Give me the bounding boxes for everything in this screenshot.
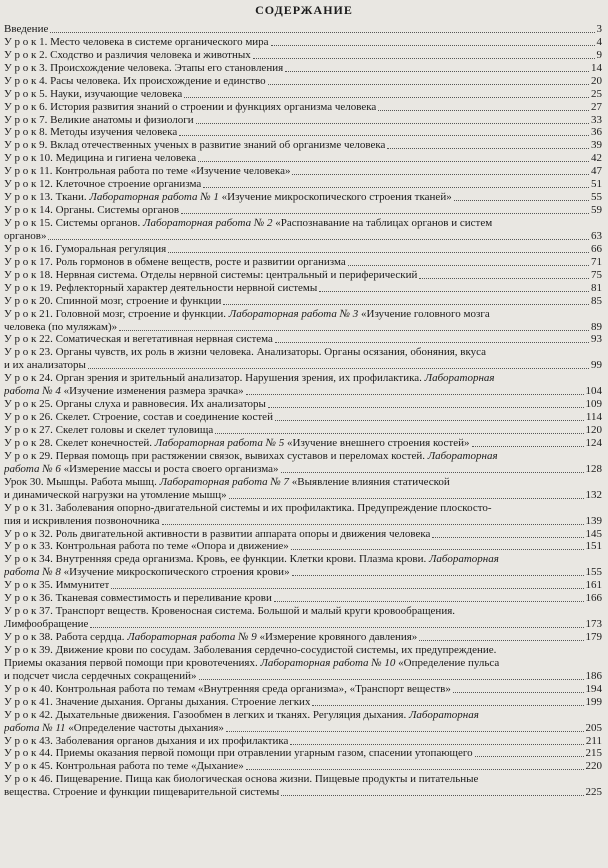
toc-entry-text — [4, 101, 376, 114]
page-number: 194 — [585, 682, 602, 695]
page-number: 66 — [591, 242, 602, 255]
toc-entry-text — [4, 644, 496, 657]
leader-dots — [88, 368, 589, 369]
toc-entry-lab-title: Лабораторная работа № 5 — [154, 436, 285, 449]
page-number: 42 — [591, 152, 602, 165]
leader-dots — [378, 110, 589, 111]
leader-dots — [453, 692, 584, 693]
toc-entry-title: Введение — [4, 22, 49, 35]
toc-entry — [4, 760, 602, 773]
toc-entry-title: У р о к 15. Системы органов. — [4, 217, 144, 230]
toc-entry-lab-title: Лабораторная — [408, 708, 479, 721]
toc-entry-text — [4, 191, 452, 204]
toc-entry-text — [4, 424, 213, 437]
page-number: 9 — [596, 48, 602, 61]
toc-entry-text — [4, 463, 279, 476]
page-number: 63 — [591, 229, 602, 242]
toc-entry-title: У р о к 39. Движение крови по сосудам. Заболевания сердечно-сосудистой системы, их предупреждение. — [4, 643, 497, 656]
toc-entry-text — [4, 709, 479, 722]
toc-entry — [4, 49, 602, 62]
page-number: 139 — [585, 514, 602, 527]
toc-entry-text — [4, 437, 470, 450]
leader-dots — [387, 148, 589, 149]
toc-entry-title: У р о к 9. Вклад отечественных ученых в развитие знаний об организме человека — [4, 139, 386, 152]
leader-dots — [119, 330, 589, 331]
toc-entry — [4, 282, 602, 295]
leader-dots — [184, 97, 589, 98]
toc-entry — [4, 722, 602, 735]
toc-entry-title: У р о к 42. Дыхательные движения. Газообмен в легких и тканях. Регуляция дыхания. — [4, 708, 409, 721]
toc-entry-title: У р о к 27. Скелет головы и скелет туловища — [4, 424, 214, 437]
leader-dots — [168, 252, 589, 253]
toc-entry — [4, 450, 602, 463]
toc-entry-title-rest: «Изучение изменения размера зрачка» — [60, 385, 244, 398]
toc-entry-title: У р о к 23. Органы чувств, их роль в жизни человека. Анализаторы. Органы осязания, обоняния, вкуса — [4, 346, 487, 359]
toc-entry-title: и их анализаторы — [4, 359, 86, 372]
toc-entry-title: У р о к 16. Гуморальная регуляция — [4, 242, 167, 255]
toc-entry — [4, 152, 602, 165]
toc-entry-title: У р о к 20. Спинной мозг, строение и функции — [4, 294, 222, 307]
toc-entry-lab-title: работа № 4 — [4, 385, 61, 398]
toc-entry — [4, 243, 602, 256]
toc-entry-text — [4, 114, 194, 127]
toc-entry-title-rest: «Определение частоты дыхания» — [65, 721, 224, 734]
toc-entry-text — [4, 333, 273, 346]
leader-dots — [246, 394, 584, 395]
toc-entry — [4, 670, 602, 683]
toc-entry — [4, 709, 602, 722]
toc-entry-text — [4, 75, 266, 88]
toc-entry — [4, 579, 602, 592]
toc-entry-text — [4, 36, 269, 49]
toc-entry-title: У р о к 37. Транспорт веществ. Кровеносная система. Большой и малый круги кровообращения. — [4, 605, 456, 618]
toc-entry-title: органов» — [4, 229, 47, 242]
leader-dots — [229, 498, 584, 499]
leader-dots — [319, 291, 589, 292]
toc-entry-title: У р о к 14. Органы. Системы органов — [4, 204, 180, 217]
toc-entry-title: У р о к 38. Работа сердца. — [4, 631, 128, 644]
page-number: 75 — [591, 268, 602, 281]
toc-entry-lab-title: Лабораторная — [424, 372, 495, 385]
toc-entry-title: вещества. Строение и функции пищеварительной системы — [4, 786, 280, 799]
page-number: 59 — [591, 204, 602, 217]
leader-dots — [274, 601, 584, 602]
toc-entry — [4, 786, 602, 799]
leader-dots — [50, 32, 594, 33]
toc-entry-title: У р о к 26. Скелет. Строение, состав и соединение костей — [4, 411, 273, 424]
toc-entry-text — [4, 489, 227, 502]
toc-entry-title: У р о к 13. Ткани. — [4, 191, 90, 204]
toc-entry-title: У р о к 35. Иммунитет — [4, 579, 110, 592]
toc-entry-text — [4, 62, 283, 75]
toc-entry-text — [4, 23, 48, 36]
leader-dots — [281, 472, 584, 473]
page-number: 71 — [591, 255, 602, 268]
toc-entry — [4, 114, 602, 127]
toc-entry — [4, 75, 602, 88]
toc-entry-text — [4, 230, 46, 243]
toc-entry — [4, 773, 602, 786]
page-number: 128 — [585, 462, 602, 475]
toc-entry — [4, 735, 602, 748]
toc-entry-text — [4, 592, 272, 605]
toc-entry-lab-title: работа № 11 — [4, 721, 66, 734]
leader-dots — [246, 769, 584, 770]
toc-entry — [4, 592, 602, 605]
toc-entry — [4, 230, 602, 243]
toc-entry-lab-title: Лабораторная работа № 9 — [127, 631, 257, 644]
toc-entry-text — [4, 722, 224, 735]
toc-entry-title: У р о к 11. Контрольная работа по теме «Изучение человека» — [4, 165, 291, 178]
page-number: 27 — [591, 100, 602, 113]
page-number: 145 — [585, 527, 602, 540]
toc-entry — [4, 657, 602, 670]
toc-entry — [4, 191, 602, 204]
toc-entry — [4, 178, 602, 191]
toc-entry-title: У р о к 2. Сходство и различия человека и животных — [4, 48, 251, 61]
toc-entry-text — [4, 605, 455, 618]
toc-entry-title: У р о к 5. Науки, изучающие человека — [4, 87, 183, 100]
page-number: 20 — [591, 74, 602, 87]
toc-entry-text — [4, 359, 86, 372]
page-number: 89 — [591, 320, 602, 333]
toc-entry-lab-title: Лабораторная работа № 2 — [143, 217, 273, 230]
toc-entry-text — [4, 579, 109, 592]
page-number: 225 — [585, 786, 602, 799]
toc-entry — [4, 553, 602, 566]
leader-dots — [419, 278, 589, 279]
toc-entry — [4, 88, 602, 101]
leader-dots — [292, 575, 584, 576]
toc-entry-title: У р о к 12. Клеточное строение организма — [4, 178, 202, 191]
page-number: 114 — [585, 411, 602, 424]
toc-entry-text — [4, 735, 288, 748]
toc-entry — [4, 346, 602, 359]
toc-entry-text — [4, 631, 417, 644]
leader-dots — [312, 705, 583, 706]
table-of-contents — [4, 23, 602, 799]
page-number: 215 — [585, 747, 602, 760]
toc-entry-text — [4, 566, 290, 579]
toc-entry-text — [4, 178, 201, 191]
toc-entry-title: У р о к 17. Роль гормонов в обмене веществ, росте и развитии организма — [4, 255, 346, 268]
leader-dots — [285, 71, 589, 72]
leader-dots — [291, 549, 584, 550]
toc-entry-text — [4, 747, 473, 760]
toc-entry — [4, 334, 602, 347]
toc-entry-title: пия и искривления позвоночника — [4, 514, 160, 527]
leader-dots — [196, 123, 589, 124]
page-number: 124 — [585, 436, 602, 449]
leader-dots — [215, 433, 583, 434]
page-number: 109 — [585, 398, 602, 411]
toc-entry-text — [4, 126, 177, 139]
toc-entry-text — [4, 528, 430, 541]
toc-entry — [4, 23, 602, 36]
toc-entry-lab-title: Лабораторная работа № 10 — [260, 656, 396, 669]
page-number: 104 — [585, 385, 602, 398]
leader-dots — [268, 84, 589, 85]
leader-dots — [48, 239, 589, 240]
toc-entry — [4, 424, 602, 437]
page-number: 47 — [591, 165, 602, 178]
toc-entry-text — [4, 385, 244, 398]
toc-entry-title: человека (по муляжам)» — [4, 320, 118, 333]
toc-entry-title: У р о к 6. История развития знаний о строении и функциях организма человека — [4, 100, 377, 113]
toc-entry — [4, 139, 602, 152]
toc-entry-lab-title: Лабораторная работа № 7 — [159, 475, 290, 488]
toc-entry — [4, 489, 602, 502]
toc-entry-lab-title: Лабораторная работа № 1 — [89, 191, 219, 204]
page-number: 93 — [591, 333, 602, 346]
toc-entry-text — [4, 450, 498, 463]
toc-entry-lab-title: работа № 6 — [4, 462, 61, 475]
toc-entry-title: У р о к 19. Рефлекторный характер деятельности нервной системы — [4, 281, 318, 294]
page-number: 132 — [585, 488, 602, 501]
toc-entry-title: У р о к 22. Соматическая и вегетативная нервная система — [4, 333, 273, 346]
toc-entry-title: У р о к 41. Значение дыхания. Органы дыхания. Строение легких — [4, 695, 311, 708]
toc-entry — [4, 437, 602, 450]
toc-entry-text — [4, 515, 160, 528]
toc-entry-title: У р о к 40. Контрольная работа по темам «Внутренняя среда организма», «Транспорт веществ» — [4, 682, 451, 695]
toc-entry — [4, 385, 602, 398]
leader-dots — [111, 588, 583, 589]
toc-entry-text — [4, 165, 290, 178]
toc-entry-text — [4, 618, 88, 631]
toc-entry-text — [4, 657, 499, 670]
leader-dots — [179, 135, 589, 136]
toc-entry — [4, 683, 602, 696]
toc-entry — [4, 308, 602, 321]
leader-dots — [199, 679, 584, 680]
toc-entry-title-rest: «Выявление влияния статической — [289, 475, 450, 488]
toc-entry-lab-title: работа № 8 — [4, 566, 61, 579]
toc-entry-text — [4, 346, 486, 359]
leader-dots — [198, 161, 589, 162]
leader-dots — [181, 213, 589, 214]
toc-entry-title: У р о к 36. Тканевая совместимость и переливание крови — [4, 592, 272, 605]
page-number: 39 — [591, 139, 602, 152]
toc-entry-title-rest: «Изучение внешнего строения костей» — [284, 436, 470, 449]
toc-entry-title-rest: «Определение пульса — [395, 656, 500, 669]
toc-entry-title: и подсчет числа сердечных сокращений» — [4, 669, 197, 682]
toc-entry-title-rest: «Распознавание на таблицах органов и систем — [272, 217, 493, 230]
leader-dots — [472, 446, 584, 447]
toc-entry-text — [4, 295, 221, 308]
toc-entry-title: Урок 30. Мышцы. Работа мышц. — [4, 475, 160, 488]
toc-entry-title: У р о к 7. Великие анатомы и физиологи — [4, 113, 194, 126]
page-number: 205 — [585, 721, 602, 734]
toc-entry-text — [4, 540, 289, 553]
toc-entry-title: У р о к 21. Головной мозг, строение и функции. — [4, 307, 229, 320]
leader-dots — [162, 524, 584, 525]
toc-entry-text — [4, 398, 266, 411]
toc-entry — [4, 463, 602, 476]
toc-entry-title: У р о к 34. Внутренняя среда организма. Кровь, ее функции. Клетки крови. Плазма крови. — [4, 553, 429, 566]
toc-entry-title: и динамической нагрузки на утомление мышц» — [4, 488, 227, 501]
toc-entry-title: У р о к 8. Методы изучения человека — [4, 126, 178, 139]
toc-entry-text — [4, 553, 499, 566]
page-number: 199 — [585, 695, 602, 708]
toc-entry — [4, 127, 602, 140]
toc-entry-title-rest: «Измерение кровяного давления» — [256, 631, 418, 644]
leader-dots — [253, 58, 595, 59]
leader-dots — [292, 174, 589, 175]
leader-dots — [281, 795, 583, 796]
page-title: СОДЕРЖАНИЕ — [255, 3, 353, 17]
toc-entry-title-rest: «Изучение микроскопического строения тканей» — [218, 191, 452, 204]
leader-dots — [475, 756, 584, 757]
leader-dots — [90, 627, 583, 628]
page-number: 81 — [591, 281, 602, 294]
toc-entry-text — [4, 243, 166, 256]
toc-entry-text — [4, 476, 450, 489]
leader-dots — [268, 407, 584, 408]
toc-entry — [4, 62, 602, 75]
toc-entry-text — [4, 139, 385, 152]
toc-entry — [4, 515, 602, 528]
page-number: 55 — [591, 191, 602, 204]
page-number: 14 — [591, 61, 602, 74]
toc-entry-title: У р о к 46. Пищеварение. Пища как биологическая основа жизни. Пищевые продукты и питательные — [4, 773, 479, 786]
toc-entry-title: У р о к 44. Приемы оказания первой помощи при отравлении угарным газом, спасении утопающего — [4, 747, 473, 760]
toc-entry-text — [4, 269, 417, 282]
toc-entry — [4, 566, 602, 579]
toc-entry-text — [4, 411, 273, 424]
toc-entry — [4, 644, 602, 657]
leader-dots — [275, 420, 584, 421]
toc-entry-text — [4, 786, 279, 799]
leader-dots — [223, 304, 589, 305]
toc-entry — [4, 165, 602, 178]
toc-entry — [4, 411, 602, 424]
toc-entry-lab-title: Лабораторная — [427, 449, 498, 462]
toc-entry-title: У р о к 25. Органы слуха и равновесия. Их анализаторы — [4, 398, 266, 411]
toc-entry-text — [4, 256, 346, 269]
page-number: 3 — [596, 22, 602, 35]
toc-entry-title: У р о к 32. Роль двигательной активности в развитии аппарата опоры и движения человека — [4, 527, 431, 540]
toc-entry — [4, 618, 602, 631]
toc-entry — [4, 528, 602, 541]
toc-entry-title: У р о к 43. Заболевания органов дыхания и их профилактика — [4, 734, 289, 747]
toc-entry-text — [4, 217, 492, 230]
toc-entry-text — [4, 773, 478, 786]
page-number: 151 — [585, 540, 602, 553]
toc-entry-title: У р о к 18. Нервная система. Отделы нервной системы: центральный и периферический — [4, 268, 418, 281]
page-number: 99 — [591, 359, 602, 372]
toc-entry-text — [4, 282, 317, 295]
toc-entry — [4, 36, 602, 49]
toc-entry-lab-title: Лабораторная — [428, 553, 499, 566]
leader-dots — [432, 537, 583, 538]
toc-entry-text — [4, 88, 182, 101]
toc-entry — [4, 101, 602, 114]
toc-entry-title: Лимфообращение — [4, 618, 89, 631]
toc-entry-text — [4, 696, 310, 709]
page-number: 211 — [585, 734, 602, 747]
toc-entry — [4, 476, 602, 489]
page-number: 51 — [591, 178, 602, 191]
toc-entry-text — [4, 321, 117, 334]
leader-dots — [290, 744, 584, 745]
toc-entry-text — [4, 49, 251, 62]
toc-entry-text — [4, 670, 197, 683]
page-number: 36 — [591, 126, 602, 139]
toc-entry — [4, 748, 602, 761]
page-number: 179 — [585, 631, 602, 644]
toc-entry — [4, 541, 602, 554]
toc-entry — [4, 398, 602, 411]
toc-entry-title-rest: «Изучение головного мозга — [358, 307, 490, 320]
page-number: 4 — [596, 35, 602, 48]
toc-entry — [4, 204, 602, 217]
toc-entry-title: У р о к 45. Контрольная работа по теме «Дыхание» — [4, 760, 244, 773]
toc-entry-title: У р о к 33. Контрольная работа по теме «Опора и движение» — [4, 540, 289, 553]
page-number: 33 — [591, 113, 602, 126]
page-number: 220 — [585, 760, 602, 773]
toc-entry — [4, 256, 602, 269]
toc-entry — [4, 269, 602, 282]
toc-entry-text — [4, 760, 244, 773]
toc-entry-lab-title: Лабораторная работа № 3 — [228, 307, 359, 320]
toc-entry — [4, 321, 602, 334]
toc-entry-title: У р о к 4. Расы человека. Их происхождение и единство — [4, 74, 266, 87]
toc-entry — [4, 217, 602, 230]
page-number: 166 — [585, 592, 602, 605]
toc-entry-title-rest: «Измерение массы и роста своего организма» — [60, 462, 279, 475]
leader-dots — [454, 200, 589, 201]
toc-entry — [4, 359, 602, 372]
page-number: 186 — [585, 669, 602, 682]
toc-entry-title: У р о к 10. Медицина и гигиена человека — [4, 152, 197, 165]
leader-dots — [419, 640, 583, 641]
toc-entry-title: У р о к 28. Скелет конечностей. — [4, 436, 155, 449]
toc-entry-text — [4, 152, 196, 165]
toc-entry-title: У р о к 29. Первая помощь при растяжении связок, вывихах суставов и переломах костей. — [4, 449, 428, 462]
toc-entry — [4, 295, 602, 308]
page-number: 85 — [591, 294, 602, 307]
toc-entry-text — [4, 502, 492, 515]
leader-dots — [348, 265, 589, 266]
toc-entry-title: Приемы оказания первой помощи при кровотечениях. — [4, 656, 261, 669]
toc-entry-title: У р о к 31. Заболевания опорно-двигательной системы и их профилактика. Предупреждение плоскосто- — [4, 501, 492, 514]
page-number: 161 — [585, 579, 602, 592]
toc-entry — [4, 372, 602, 385]
page-number: 25 — [591, 87, 602, 100]
toc-entry — [4, 696, 602, 709]
page-number: 173 — [585, 618, 602, 631]
toc-entry-title-rest: «Изучение микроскопического строения крови» — [60, 566, 290, 579]
page-number: 155 — [585, 566, 602, 579]
leader-dots — [226, 731, 584, 732]
toc-entry-text — [4, 372, 495, 385]
toc-entry — [4, 502, 602, 515]
toc-entry — [4, 631, 602, 644]
toc-entry-title: У р о к 24. Орган зрения и зрительный анализатор. Нарушения зрения, их профилактика. — [4, 372, 425, 385]
leader-dots — [203, 187, 589, 188]
toc-entry-text — [4, 204, 179, 217]
leader-dots — [271, 45, 595, 46]
toc-entry-title: У р о к 3. Происхождение человека. Этапы его становления — [4, 61, 284, 74]
leader-dots — [275, 342, 589, 343]
toc-entry-text — [4, 308, 490, 321]
page-number: 120 — [585, 424, 602, 437]
toc-entry-title: У р о к 1. Место человека в системе органического мира — [4, 35, 269, 48]
toc-entry-text — [4, 683, 451, 696]
toc-entry — [4, 605, 602, 618]
